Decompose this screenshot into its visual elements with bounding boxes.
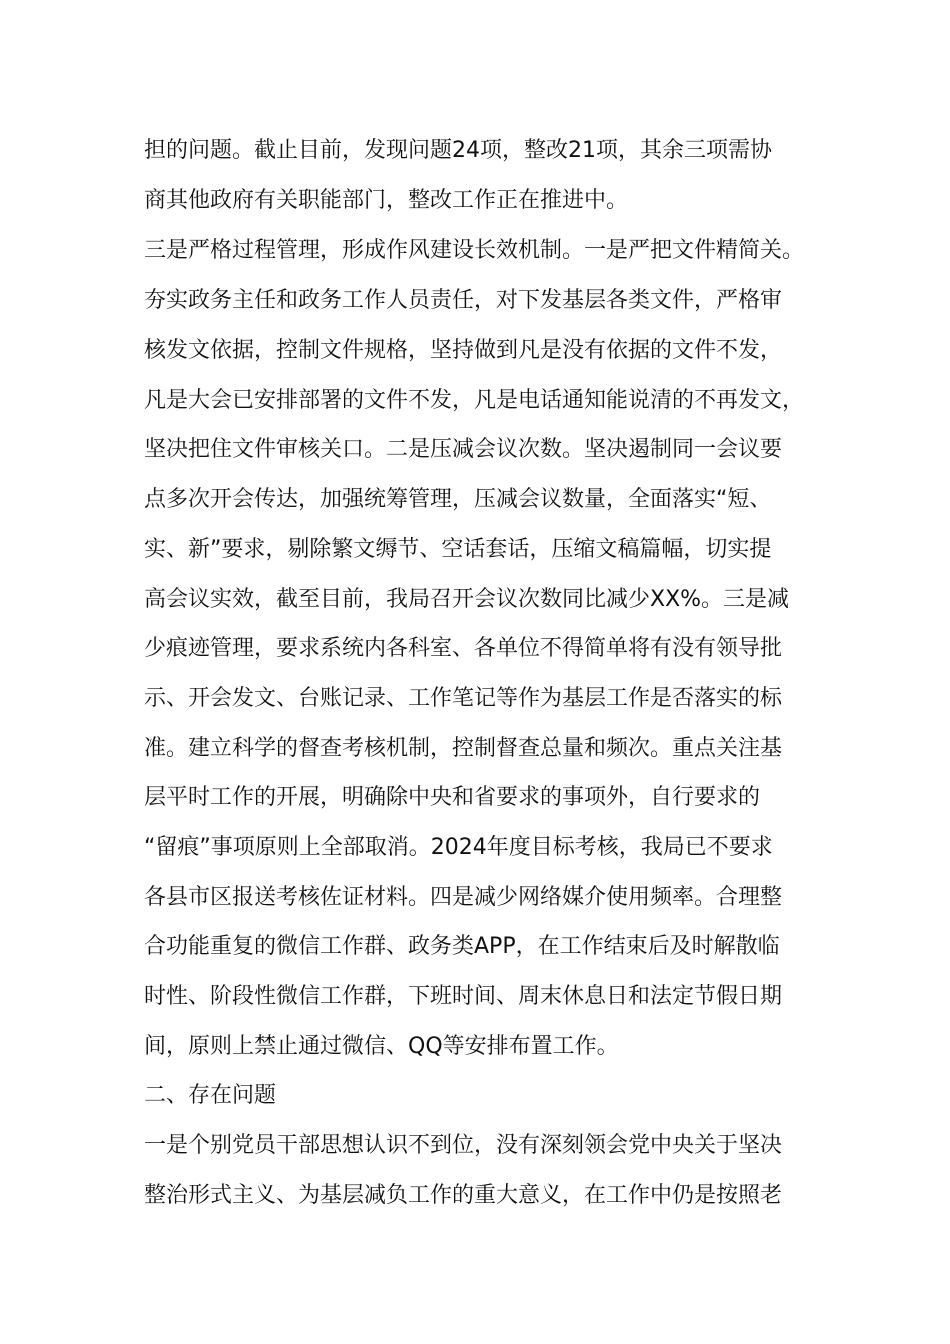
text-line: 整治形式主义、为基层减负工作的重大意义，在工作中仍是按照老 (144, 1183, 783, 1208)
text-line: 实、新”要求，剔除繁文缛节、空话套话，压缩文稿篇幅，切实提 (144, 537, 772, 562)
text-line: 准。建立科学的督查考核机制，控制督查总量和频次。重点关注基 (144, 736, 783, 761)
text-line: “留痕”事项原则上全部取消。2024年度目标考核，我局已不要求 (144, 835, 773, 860)
text-line: 层平时工作的开展，明确除中央和省要求的事项外，自行要求的 (144, 785, 761, 810)
text-line: 核发文依据，控制文件规格，坚持做到凡是没有依据的文件不发， (144, 338, 783, 363)
text-line: 各县市区报送考核佐证材料。四是减少网络媒介使用频率。合理整 (144, 885, 783, 910)
text-line: 合功能重复的微信工作群、政务类APP，在工作结束后及时解散临 (144, 934, 780, 959)
text-line: 间，原则上禁止通过微信、QQ等安排布置工作。 (144, 1034, 619, 1059)
text-line: 三是严格过程管理，形成作风建设长效机制。一是严把文件精简关。 (144, 238, 805, 263)
text-line: 点多次开会传达，加强统筹管理，压减会议数量，全面落实“短、 (144, 487, 772, 512)
text-line: 凡是大会已安排部署的文件不发，凡是电话通知能说清的不再发文， (144, 388, 805, 413)
section-heading: 二、存在问题 (144, 1083, 277, 1108)
text-line: 商其他政府有关职能部门，整改工作正在推进中。 (144, 188, 629, 213)
text-line: 坚决把住文件审核关口。二是压减会议次数。坚决遏制同一会议要 (144, 437, 783, 462)
text-line: 夯实政务主任和政务工作人员责任，对下发基层各类文件，严格审 (144, 288, 783, 313)
text-line: 时性、阶段性微信工作群，下班时间、周末休息日和法定节假日期 (144, 984, 783, 1009)
text-line: 少痕迹管理，要求系统内各科室、各单位不得简单将有没有领导批 (144, 636, 783, 661)
text-line: 担的问题。截止目前，发现问题24项，整改21项，其余三项需协 (144, 138, 772, 163)
text-line: 高会议实效，截至目前，我局召开会议次数同比减少XX%。三是减 (144, 587, 790, 612)
text-line: 一是个别党员干部思想认识不到位，没有深刻领会党中央关于坚决 (144, 1133, 783, 1158)
text-line: 示、开会发文、台账记录、工作笔记等作为基层工作是否落实的标 (144, 686, 783, 711)
